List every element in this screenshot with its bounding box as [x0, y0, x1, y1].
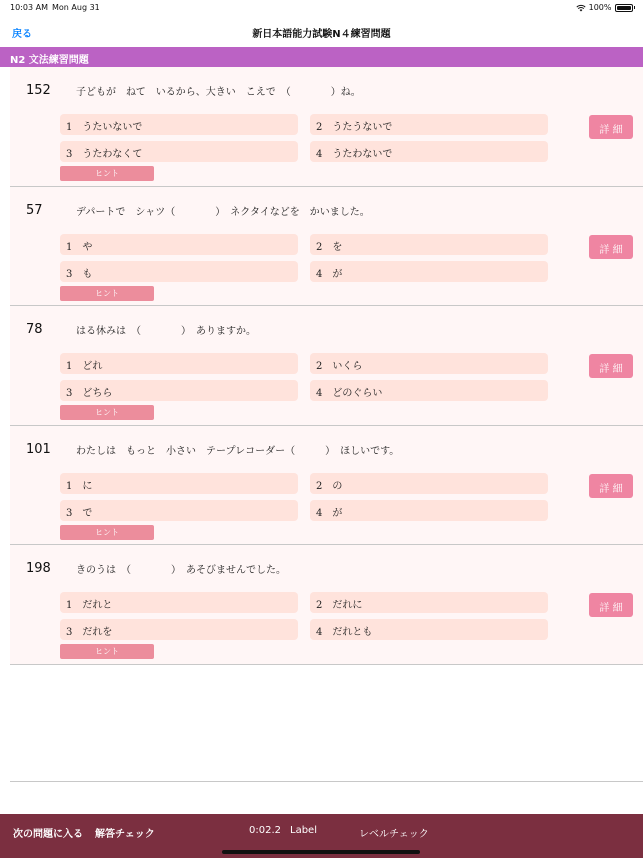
section-header: N2 文法練習問題: [0, 47, 643, 67]
status-time: 10:03 AM: [10, 3, 48, 12]
question-number: 78: [26, 322, 43, 337]
option-2-button[interactable]: 2 いくら: [310, 353, 548, 374]
battery-tip: [634, 6, 636, 9]
wifi-icon: [576, 4, 586, 12]
question-number: 198: [26, 561, 51, 576]
option-2-button[interactable]: 2 を: [310, 234, 548, 255]
page-title: 新日本語能力試験N４練習問題: [252, 29, 391, 40]
question-cell: [10, 306, 643, 426]
question-number: 152: [26, 83, 51, 98]
option-3-button[interactable]: 3 だれを: [60, 619, 298, 640]
option-4-button[interactable]: 4 うたわないで: [310, 141, 548, 162]
status-right: [576, 3, 635, 12]
hint-button[interactable]: ヒント: [60, 405, 154, 420]
divider: [10, 781, 643, 782]
question-list: [10, 67, 643, 665]
option-1-button[interactable]: 1 うたいないで: [60, 114, 298, 135]
option-1-button[interactable]: 1 や: [60, 234, 298, 255]
question-text: デパートで シャツ（ ） ネクタイなどを かいました。: [76, 206, 370, 218]
status-date: Mon Aug 31: [52, 3, 100, 12]
status-bar: [0, 0, 643, 14]
timer-label: 0:02.2: [249, 825, 281, 836]
question-cell: [10, 426, 643, 546]
option-2-button[interactable]: 2 だれに: [310, 592, 548, 613]
option-3-button[interactable]: 3 どちら: [60, 380, 298, 401]
answer-check-button[interactable]: 解答チェック: [95, 829, 155, 840]
option-4-button[interactable]: 4 が: [310, 261, 548, 282]
question-cell: [10, 67, 643, 187]
question-number: 57: [26, 202, 43, 218]
hint-button[interactable]: ヒント: [60, 525, 154, 540]
detail-button[interactable]: 詳 細: [589, 474, 633, 498]
option-4-button[interactable]: 4 だれとも: [310, 619, 548, 640]
option-2-button[interactable]: 2 うたうないで: [310, 114, 548, 135]
option-4-button[interactable]: 4 が: [310, 500, 548, 521]
back-button[interactable]: 戻る: [12, 29, 32, 40]
question-number: 101: [26, 441, 51, 457]
question-text: 子どもが ねて いるから、大きい こえで （ ）ね。: [76, 87, 361, 98]
option-1-button[interactable]: 1 に: [60, 473, 298, 494]
option-3-button[interactable]: 3 も: [60, 261, 298, 282]
detail-button[interactable]: 詳 細: [589, 354, 633, 378]
hint-button[interactable]: ヒント: [60, 166, 154, 181]
hint-button[interactable]: ヒント: [60, 644, 154, 659]
option-3-button[interactable]: 3 で: [60, 500, 298, 521]
next-question-button[interactable]: 次の問題に入る: [13, 829, 83, 840]
detail-button[interactable]: 詳 細: [589, 115, 633, 139]
battery-percent: 100%: [588, 3, 612, 12]
status-label: Label: [290, 825, 317, 836]
battery-icon: [615, 4, 633, 12]
question-cell: [10, 545, 643, 665]
option-1-button[interactable]: 1 どれ: [60, 353, 298, 374]
option-1-button[interactable]: 1 だれと: [60, 592, 298, 613]
level-check-button[interactable]: レベルチェック: [359, 829, 429, 840]
option-4-button[interactable]: 4 どのぐらい: [310, 380, 548, 401]
navigation-bar: [0, 18, 643, 46]
option-2-button[interactable]: 2 の: [310, 473, 548, 494]
question-cell: [10, 187, 643, 307]
question-text: きのうは （ ） あそびませんでした。: [76, 565, 286, 576]
option-3-button[interactable]: 3 うたわなくて: [60, 141, 298, 162]
hint-button[interactable]: ヒント: [60, 286, 154, 301]
question-text: はる休みは （ ） ありますか。: [76, 326, 256, 337]
detail-button[interactable]: 詳 細: [589, 593, 633, 617]
question-text: わたしは もっと 小さい テープレコーダー（ ） ほしいです。: [76, 445, 400, 457]
detail-button[interactable]: 詳 細: [589, 235, 633, 259]
home-indicator: [222, 850, 420, 854]
